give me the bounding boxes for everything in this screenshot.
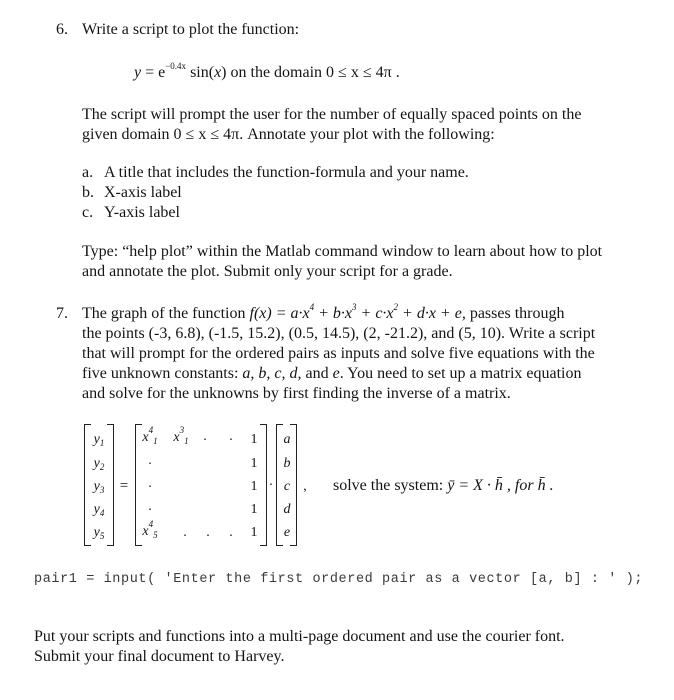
formula-close: ): [221, 64, 227, 81]
one-row5: 1: [250, 525, 258, 540]
formula-domain-math: 0 ≤ x ≤ 4π .: [326, 64, 400, 81]
q7-number: 7.: [56, 305, 68, 322]
row4-dot: .: [148, 499, 152, 514]
q7-line4-and: and: [305, 365, 329, 382]
row1-dot-b: .: [229, 429, 233, 444]
q6-para1-line2-end: . Annotate your plot with the following:: [239, 126, 495, 143]
q6-item-b-letter: b.: [82, 184, 94, 201]
x1-pow3: $x^3_1$: [173, 425, 189, 446]
q7-line4-vars: a, b, c, d,: [242, 365, 302, 382]
formula-domain-text: on the domain: [230, 64, 323, 81]
q6-formula: [134, 63, 400, 83]
q7-function: $f(x) = a\cdot x^4 + b\cdot x^3 + c\cdot x^2 + d\cdot x + e$,: [249, 302, 466, 322]
q6-para1-line1: The script will prompt the user for the number of equally spaced points on the: [82, 106, 582, 123]
unknown-e: e: [283, 525, 291, 540]
row5-dot-b: .: [206, 525, 210, 540]
one-row4: 1: [250, 502, 258, 517]
q6-item-a-text: A title that includes the function-formula and your name.: [104, 164, 469, 181]
q7-line1-start: The graph of the function: [82, 305, 246, 322]
row2-dot: .: [148, 453, 152, 468]
q7-line4-end: . You need to set up a matrix equation: [339, 365, 582, 382]
formula-x: x: [214, 64, 222, 81]
q6-type-line1: Type: “help plot” within the Matlab command window to learn about how to plot: [82, 243, 603, 260]
one-row3: 1: [250, 479, 258, 494]
code-line: pair1 = input( 'Enter the first ordered pair as a vector [a, b] : ' );: [34, 572, 644, 587]
multiply-dot: ·: [268, 478, 274, 493]
q7-line1-end: passes through: [469, 305, 565, 322]
y1: $y_1$: [93, 432, 105, 448]
q6-para1-line2-start: given domain: [82, 126, 170, 143]
q6-item-a-letter: a.: [82, 164, 94, 181]
matrix-equals-sign: =: [119, 478, 129, 494]
unknown-b: b: [283, 456, 291, 471]
q6-item-c-text: Y-axis label: [104, 204, 180, 221]
q6-intro: Write a script to plot the function:: [82, 21, 300, 38]
q7-line3: that will prompt for the ordered pairs as inputs and solve five equations with the: [82, 345, 595, 362]
solve-system-text: [333, 476, 554, 496]
row1-dot-a: .: [203, 429, 207, 444]
q6-para1-domain: 0 ≤ x ≤ 4π: [173, 126, 240, 143]
q6-number: 6.: [56, 21, 68, 38]
q6-type-line2: and annotate the plot. Submit only your script for a grade.: [82, 263, 453, 280]
q7-line5: and solve for the unknowns by first finding the inverse of a matrix.: [82, 385, 511, 402]
q7-line1: [82, 304, 564, 324]
footer-line2: Submit your final document to Harvey.: [34, 648, 285, 665]
one-row1: 1: [250, 432, 258, 447]
y4: $y_4$: [93, 502, 105, 518]
q6-para1-line2: [82, 125, 495, 145]
y5: $y_5$: [93, 525, 105, 541]
formula-y: y: [134, 64, 142, 81]
formula-exponent: −0.4x: [165, 61, 187, 71]
q7-line4: [82, 364, 582, 384]
row5-dot-a: .: [183, 525, 187, 540]
row3-dot: .: [148, 476, 152, 491]
solve-math: ȳ = X · h̄ , for h̄ .: [447, 477, 554, 494]
q7-line4-e: e: [332, 365, 340, 382]
matrix-comma: ,: [303, 479, 307, 494]
footer-line1: Put your scripts and functions into a multi-page document and use the courier font.: [34, 628, 565, 645]
formula-sin: sin(: [190, 64, 215, 81]
row5-dot-c: .: [229, 525, 233, 540]
x1-pow4: $x^4_1$: [142, 425, 158, 446]
unknown-d: d: [283, 502, 291, 517]
unknown-a: a: [283, 432, 291, 447]
formula-equals-e: = e: [145, 64, 166, 81]
one-row2: 1: [250, 456, 258, 471]
y3: $y_3$: [93, 479, 105, 495]
y2: $y_2$: [93, 456, 105, 472]
solve-label: solve the system:: [333, 477, 444, 494]
q6-item-c-letter: c.: [82, 204, 94, 221]
q7-line2: the points (-3, 6.8), (-1.5, 15.2), (0.5, 14.5), (2, -21.2), and (5, 10). Write a script: [82, 325, 596, 342]
unknown-c: c: [283, 479, 291, 494]
x5-pow4: $x^4_5$: [142, 519, 158, 540]
q6-item-b-text: X-axis label: [104, 184, 182, 201]
q7-line4-start: five unknown constants:: [82, 365, 239, 382]
